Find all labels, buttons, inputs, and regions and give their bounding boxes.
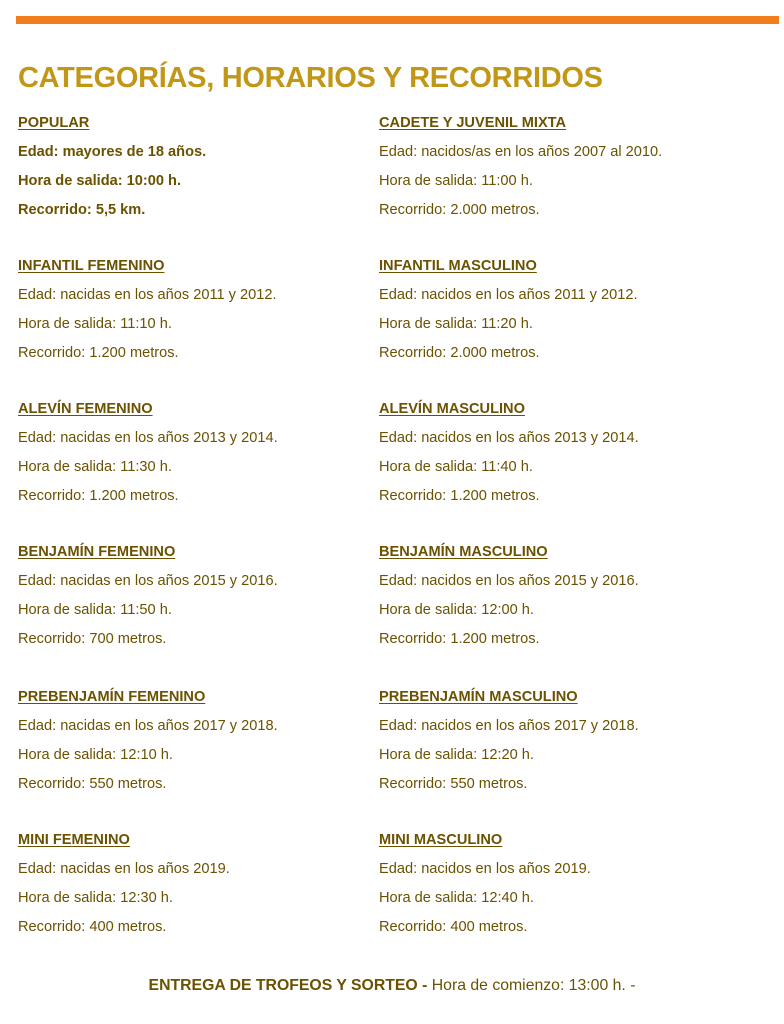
category-route: Recorrido: 550 metros. [379, 776, 528, 792]
category-infantil-femenino [18, 252, 378, 368]
category-age: Edad: nacidas en los años 2011 y 2012. [18, 287, 277, 303]
category-infantil-masculino [379, 252, 739, 368]
category-age: Edad: nacidos en los años 2017 y 2018. [379, 718, 639, 734]
category-alevin-femenino [18, 395, 378, 511]
category-route: Recorrido: 700 metros. [18, 631, 167, 647]
category-route: Recorrido: 400 metros. [379, 919, 528, 935]
category-heading: POPULAR [18, 115, 90, 131]
category-age: Edad: nacidas en los años 2013 y 2014. [18, 430, 278, 446]
category-popular [18, 109, 378, 225]
category-age: Edad: nacidos/as en los años 2007 al 2010. [379, 144, 663, 160]
category-age: Edad: nacidos en los años 2019. [379, 861, 591, 877]
category-benjamin-femenino [18, 538, 378, 654]
category-heading: CADETE Y JUVENIL MIXTA [379, 115, 567, 131]
category-route: Recorrido: 1.200 metros. [18, 345, 179, 361]
category-heading: MINI FEMENINO [18, 832, 130, 848]
category-age: Edad: nacidos en los años 2013 y 2014. [379, 430, 639, 446]
category-prebenjamin-femenino [18, 683, 378, 799]
category-cadete-juvenil-mixta [379, 109, 739, 225]
category-route: Recorrido: 2.000 metros. [379, 202, 540, 218]
category-start-time: Hora de salida: 10:00 h. [18, 173, 182, 189]
category-route: Recorrido: 1.200 metros. [18, 488, 179, 504]
category-start-time: Hora de salida: 12:10 h. [18, 747, 173, 763]
trophy-ceremony-note [0, 974, 784, 998]
category-heading: ALEVÍN MASCULINO [379, 401, 525, 417]
category-start-time: Hora de salida: 12:00 h. [379, 602, 534, 618]
category-heading: INFANTIL MASCULINO [379, 258, 537, 274]
trophy-ceremony-time: Hora de comienzo: 13:00 h. - [427, 977, 636, 994]
category-age: Edad: nacidas en los años 2017 y 2018. [18, 718, 278, 734]
category-start-time: Hora de salida: 12:30 h. [18, 890, 173, 906]
category-heading: PREBENJAMÍN FEMENINO [18, 689, 206, 705]
category-start-time: Hora de salida: 11:10 h. [18, 316, 172, 332]
trophy-ceremony-label: ENTREGA DE TROFEOS Y SORTEO - [148, 977, 428, 994]
category-mini-femenino [18, 826, 378, 942]
category-start-time: Hora de salida: 12:20 h. [379, 747, 534, 763]
category-heading: PREBENJAMÍN MASCULINO [379, 689, 578, 705]
category-age: Edad: nacidos en los años 2015 y 2016. [379, 573, 639, 589]
category-start-time: Hora de salida: 11:50 h. [18, 602, 172, 618]
category-heading: MINI MASCULINO [379, 832, 503, 848]
category-start-time: Hora de salida: 11:00 h. [379, 173, 533, 189]
accent-bar [16, 16, 779, 24]
category-prebenjamin-masculino [379, 683, 739, 799]
category-heading: INFANTIL FEMENINO [18, 258, 165, 274]
category-age: Edad: mayores de 18 años. [18, 144, 207, 160]
category-alevin-masculino [379, 395, 739, 511]
category-start-time: Hora de salida: 11:30 h. [18, 459, 172, 475]
category-route: Recorrido: 1.200 metros. [379, 631, 540, 647]
category-start-time: Hora de salida: 12:40 h. [379, 890, 534, 906]
category-route: Recorrido: 1.200 metros. [379, 488, 540, 504]
category-route: Recorrido: 2.000 metros. [379, 345, 540, 361]
category-age: Edad: nacidas en los años 2019. [18, 861, 230, 877]
category-age: Edad: nacidas en los años 2015 y 2016. [18, 573, 278, 589]
category-benjamin-masculino [379, 538, 739, 654]
category-start-time: Hora de salida: 11:20 h. [379, 316, 533, 332]
category-heading: BENJAMÍN FEMENINO [18, 544, 176, 560]
category-route: Recorrido: 400 metros. [18, 919, 167, 935]
category-route: Recorrido: 5,5 km. [18, 202, 146, 218]
category-route: Recorrido: 550 metros. [18, 776, 167, 792]
page-title: CATEGORÍAS, HORARIOS Y RECORRIDOS [18, 62, 603, 94]
category-heading: ALEVÍN FEMENINO [18, 401, 153, 417]
category-age: Edad: nacidos en los años 2011 y 2012. [379, 287, 638, 303]
category-start-time: Hora de salida: 11:40 h. [379, 459, 533, 475]
category-heading: BENJAMÍN MASCULINO [379, 544, 548, 560]
category-mini-masculino [379, 826, 739, 942]
